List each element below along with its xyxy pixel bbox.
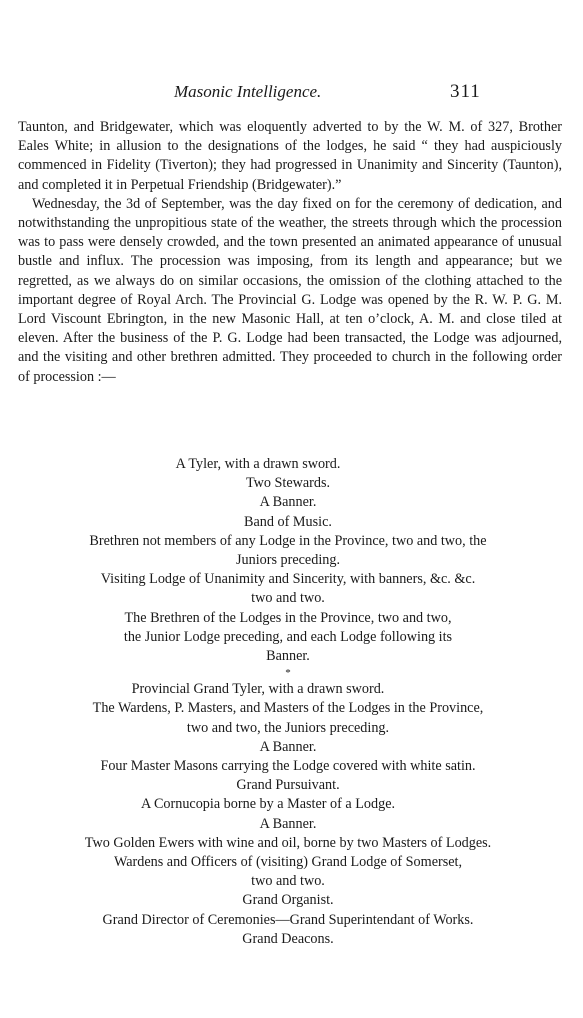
running-head	[0, 82, 583, 104]
procession-line: A Cornucopia borne by a Master of a Lodge.	[140, 796, 396, 813]
procession-line: the Junior Lodge preceding, and each Lodge following its	[123, 628, 453, 645]
procession-line: Two Golden Ewers with wine and oil, borne by two Masters of Lodges.	[84, 834, 492, 851]
procession-line: A Banner.	[259, 815, 317, 832]
procession-line: two and two.	[251, 590, 325, 607]
paragraph-dedication: Wednesday, the 3d of September, was the day fixed on for the ceremony of dedication, and notwithstanding the unpropitious state of the weather, the streets through which the procession was to pass were densely crowded, and the town presented an animated appearance of unusual bustle and influx. The procession was imposing, from its length and appearance; but we regretted, as we always do on similar occasions, the omission of the clothing attached to the important degree of Royal Arch. The Provincial G. Lodge was opened by the R. W. P. G. M. Lord Viscount Ebrington, in the new Masonic Hall, at ten o’clock, A. M. and close tiled at eleven. After the business of the P. G. Lodge had been transacted, the Lodge was adjourned, and the visiting and other brethren admitted. They proceeded to church in the following order of procession :—	[18, 195, 562, 385]
paragraph-continuation: Taunton, and Bridgewater, which was eloquently adverted to by the W. M. of 327, Brother Eales White; in allusion to the designations of the lodges, he said “ they had auspiciously commenced in Fidelity (Tiverton); they had progressed in Unanimity and Sincerity (Taunton), and completed it in Perpetual Friendship (Bridgewater).”	[18, 119, 562, 193]
procession-line: Brethren not members of any Lodge in the Province, two and two, the	[89, 532, 487, 549]
procession-line: The Brethren of the Lodges in the Province, two and two,	[124, 609, 452, 626]
procession-line: Grand Organist.	[242, 892, 334, 909]
procession-line: The Wardens, P. Masters, and Masters of the Lodges in the Province,	[92, 700, 484, 717]
procession-line: Wardens and Officers of (visiting) Grand Lodge of Somerset,	[113, 854, 463, 871]
procession-line: A Banner.	[259, 494, 317, 511]
procession-line: Grand Pursuivant.	[236, 777, 340, 794]
running-title: Masonic Intelligence.	[174, 82, 322, 101]
procession-line: two and two.	[251, 873, 325, 890]
procession-line: Four Master Masons carrying the Lodge covered with white satin.	[100, 758, 476, 775]
procession-line: A Banner.	[259, 738, 317, 755]
procession-line: Grand Deacons.	[242, 930, 334, 947]
procession-line: Provincial Grand Tyler, with a drawn sword.	[131, 681, 385, 698]
procession-line: Grand Director of Ceremonies—Grand Superintendant of Works.	[102, 911, 474, 928]
procession-line: Visiting Lodge of Unanimity and Sincerity, with banners, &c. &c.	[100, 571, 476, 588]
procession-line: Juniors preceding.	[235, 552, 341, 569]
procession-order	[8, 455, 568, 949]
procession-line: Two Stewards.	[245, 475, 331, 492]
body-text	[18, 118, 562, 387]
procession-line: Band of Music.	[244, 513, 332, 530]
procession-line: A Tyler, with a drawn sword.	[175, 456, 341, 472]
procession-line: Banner.	[266, 648, 310, 665]
ornament-asterisk: *	[285, 667, 291, 680]
procession-line: two and two, the Juniors preceding.	[186, 719, 390, 736]
page-number: 311	[450, 81, 481, 102]
